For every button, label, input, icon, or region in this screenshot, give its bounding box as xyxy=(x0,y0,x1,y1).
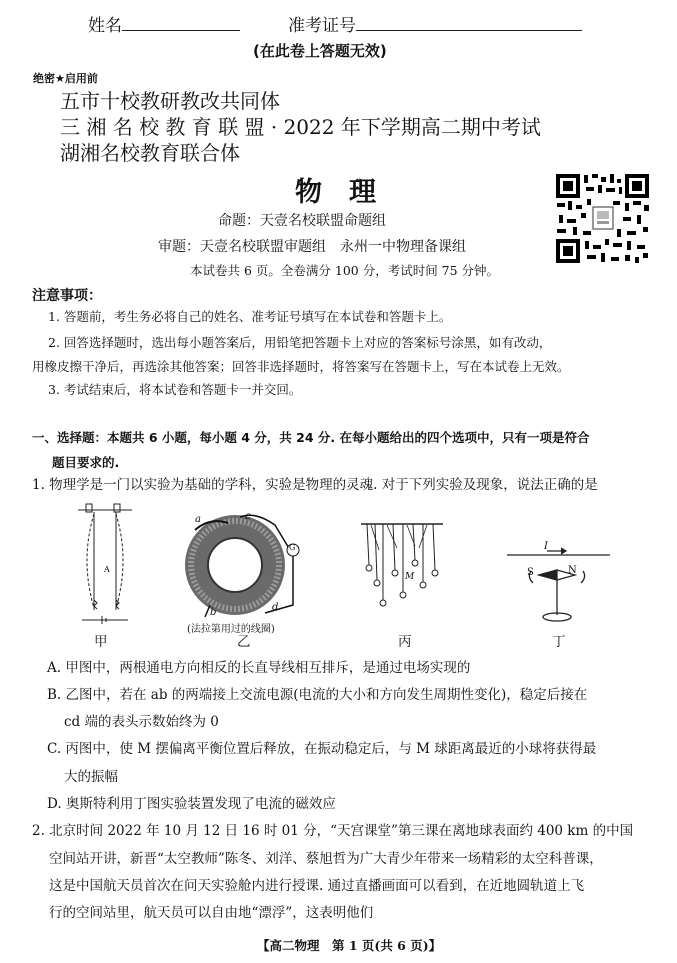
q1-option-c-cont: 大的振幅 xyxy=(64,769,118,785)
figure-ding xyxy=(505,535,615,630)
figure-bing xyxy=(357,520,447,615)
section1-heading-cont: 题目要求的. xyxy=(52,455,120,470)
paper-info: 本试卷共 6 页。全卷满分 100 分，考试时间 75 分钟。 xyxy=(190,263,500,278)
section1-heading: 一、选择题：本题共 6 小题，每小题 4 分，共 24 分. 在每小题给出的四个选项中，只有一项是符合 xyxy=(32,430,590,445)
q1-option-b: B. 乙图中，若在 ab 的两端接上交流电源(电流的大小和方向发生周期性变化)，稳定后接在 xyxy=(47,687,588,703)
q2-line-2: 空间站开讲，新晋“太空教师”陈冬、刘洋、蔡旭哲为广大青少年带来一场精彩的太空科普课， xyxy=(49,851,603,867)
yi-label-b: b xyxy=(210,607,217,618)
q2-line-3: 这是中国航天员首次在问天实验舱内进行授课. 通过直播画面可以看到，在近地圆轨道上飞 xyxy=(49,878,585,894)
q1-option-c: C. 丙图中，使 M 摆偏离平衡位置后释放，在振动稳定后，与 M 球距离最近的小球将获得最 xyxy=(47,741,597,757)
subject-title: 物 理 xyxy=(295,177,376,208)
figure-jia-label: 甲 xyxy=(94,634,108,650)
figure-yi-label: 乙 xyxy=(237,634,251,650)
yi-label-c: c xyxy=(245,511,251,522)
q1-option-d: D. 奥斯特利用丁图实验装置发现了电流的磁效应 xyxy=(47,796,336,812)
notice-item-1: 1. 答题前，考生务必将自己的姓名、准考证号填写在本试卷和答题卡上。 xyxy=(48,309,452,324)
notice-item-2-cont: 用橡皮擦干净后，再选涂其他答案；回答非选择题时，将答案写在答题卡上，写在本试卷上无效。 xyxy=(32,359,570,374)
ding-label-n: N xyxy=(568,565,577,576)
exam-id-label: 准考证号 xyxy=(288,16,356,36)
figure-ding-label: 丁 xyxy=(552,634,566,650)
ding-label-s: S xyxy=(527,567,534,578)
figure-jia xyxy=(72,500,142,635)
organizations xyxy=(60,88,541,166)
q1-stem: 1. 物理学是一门以实验为基础的学科，实验是物理的灵魂. 对于下列实验及现象，说法正确的是 xyxy=(32,477,598,493)
q2-line-4: 行的空间站里，航天员可以自由地“漂浮”，这表明他们 xyxy=(49,905,374,921)
exam-id-field xyxy=(288,11,582,36)
qr-code xyxy=(553,171,652,266)
q2-line-1: 2. 北京时间 2022 年 10 月 12 日 16 时 01 分，“天宫课堂”第三课在离地球表面约 400 km 的中国 xyxy=(32,823,634,839)
ding-label-i: I xyxy=(544,541,548,552)
name-field xyxy=(88,11,240,36)
figure-bing-label: 丙 xyxy=(398,634,412,650)
invalid-note: (在此卷上答题无效) xyxy=(253,42,387,60)
notice-title: 注意事项： xyxy=(32,288,102,304)
page-footer: 【高二物理 第 1 页(共 6 页)】 xyxy=(257,938,442,953)
secret-label: 绝密★启用前 xyxy=(33,72,98,85)
org-line-3: 湖湘名校教育联合体 xyxy=(60,141,240,165)
org-line-2: 三 湘 名 校 教 育 联 盟 · 2022 年下学期高二期中考试 xyxy=(60,115,541,139)
q1-option-a: A. 甲图中，两根通电方向相反的长直导线相互排斥，是通过电场实现的 xyxy=(47,660,471,676)
proposition-group: 命题：天壹名校联盟命题组 xyxy=(218,213,386,229)
yi-note: (法拉第用过的线圈) xyxy=(187,624,275,635)
yi-label-d: d xyxy=(272,602,279,613)
jia-arrow-label: A xyxy=(104,565,110,574)
yi-label-a: a xyxy=(195,514,201,525)
review-group: 审题：天壹名校联盟审题组 永州一中物理备课组 xyxy=(158,239,466,255)
bing-label-m: M xyxy=(405,572,415,582)
notice-item-3: 3. 考试结束后，将本试卷和答题卡一并交回。 xyxy=(48,382,302,397)
name-label: 姓名 xyxy=(88,16,122,36)
org-line-1: 五市十校教研教改共同体 xyxy=(60,89,280,113)
q1-option-b-cont: cd 端的表头示数始终为 0 xyxy=(64,714,219,730)
yi-label-g: G xyxy=(289,543,296,552)
notice-item-2: 2. 回答选择题时，选出每小题答案后，用铅笔把答题卡上对应的答案标号涂黑，如有改动， xyxy=(48,335,552,350)
